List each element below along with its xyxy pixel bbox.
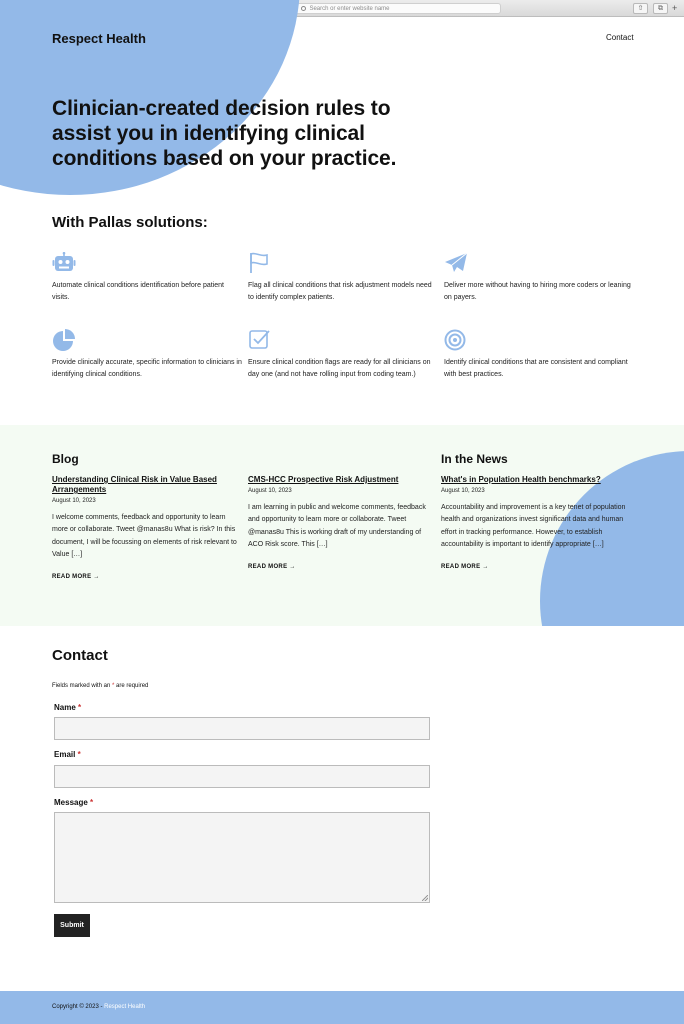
paper-plane-icon <box>444 252 468 274</box>
feature-text: Automate clinical conditions identification before patient visits. <box>52 282 224 301</box>
required-star: * <box>77 750 81 759</box>
read-more-link[interactable]: READ MORE → <box>52 573 100 580</box>
name-field[interactable] <box>54 717 430 740</box>
post-date: August 10, 2023 <box>248 488 292 494</box>
pie-chart-icon <box>52 329 76 351</box>
site-logo[interactable]: Respect Health <box>52 31 146 46</box>
hero-title: Clinician-created decision rules to assist you in identifying clinical conditions based on your practice. <box>52 97 397 170</box>
feature-item <box>444 252 634 304</box>
contact-title: Contact <box>52 647 108 664</box>
post-date: August 10, 2023 <box>52 498 96 504</box>
email-field[interactable] <box>54 765 430 788</box>
address-bar-placeholder: Search or enter website name <box>309 5 390 12</box>
feature-item <box>248 329 438 381</box>
name-label <box>54 703 81 712</box>
submit-button[interactable]: Submit <box>54 914 90 937</box>
required-fields-note <box>52 683 148 689</box>
post-title-link[interactable]: What's in Population Health benchmarks? <box>441 475 601 484</box>
tab-overview-button[interactable]: ⧉ <box>653 3 668 14</box>
message-textarea[interactable] <box>54 812 430 903</box>
feature-item <box>248 252 438 304</box>
name-label-text: Name <box>54 703 76 712</box>
message-label <box>54 798 93 807</box>
post-excerpt: I welcome comments, feedback and opportunity to learn more or collaborate. Tweet @manas8u What is risk? In this document, I will be focussing on elements of risk relevant to Value […] <box>52 514 237 559</box>
post-excerpt: I am learning in public and welcome comments, feedback and opportunity to learn more or collaborate. Tweet @manas8u This is working draft of my understanding of ACO Risk score. This […] <box>248 504 426 549</box>
required-star: * <box>112 683 115 689</box>
note-prefix: Fields marked with an <box>52 683 113 689</box>
news-post <box>441 475 627 570</box>
new-tab-button[interactable]: + <box>672 3 678 13</box>
read-more-link[interactable]: READ MORE → <box>248 563 296 570</box>
read-more-link[interactable]: READ MORE → <box>441 563 489 570</box>
required-star: * <box>78 703 82 712</box>
copyright-text <box>52 1004 145 1010</box>
email-label <box>54 750 81 759</box>
feature-text: Flag all clinical conditions that risk adjustment models need to identify complex patients. <box>248 282 432 301</box>
checkbox-icon <box>248 329 272 351</box>
note-suffix: are required <box>114 683 149 689</box>
nav-contact-link[interactable]: Contact <box>606 33 634 42</box>
feature-text: Ensure clinical condition flags are ready for all clinicians on day one (and not have rolling input from coding team.) <box>248 359 431 378</box>
site-footer <box>0 991 684 1024</box>
post-date: August 10, 2023 <box>441 488 485 494</box>
robot-icon <box>52 252 76 274</box>
footer-brand-link[interactable]: Respect Health <box>104 1004 146 1010</box>
flag-icon <box>248 252 272 274</box>
required-star: * <box>90 798 94 807</box>
feature-item <box>52 252 242 304</box>
resize-handle[interactable] <box>422 895 428 901</box>
email-label-text: Email <box>54 750 76 759</box>
post-excerpt: Accountability and improvement is a key tenet of population health and organizations invest significant data and human effort in tracking performance. However, to establish accountability is important to identify appropriate […] <box>441 504 626 549</box>
solutions-title: With Pallas solutions: <box>52 214 208 231</box>
blog-section <box>0 425 684 626</box>
target-icon <box>444 329 468 351</box>
feature-text: Identify clinical conditions that are consistent and compliant with best practices. <box>444 359 628 378</box>
news-title: In the News <box>441 452 508 466</box>
search-icon <box>301 6 306 11</box>
post-title-link[interactable]: Understanding Clinical Risk in Value Based Arrangements <box>52 475 217 494</box>
feature-item <box>444 329 634 381</box>
blog-post <box>248 475 434 570</box>
feature-text: Provide clinically accurate, specific information to clinicians in identifying clinical conditions. <box>52 359 242 378</box>
feature-item <box>52 329 242 381</box>
post-title-link[interactable]: CMS-HCC Prospective Risk Adjustment <box>248 475 399 484</box>
share-button[interactable]: ⇧ <box>633 3 648 14</box>
blog-post <box>52 475 238 580</box>
message-label-text: Message <box>54 798 88 807</box>
copyright-label: Copyright © 2023 - <box>52 1004 105 1010</box>
feature-text: Deliver more without having to hiring more coders or leaning on payers. <box>444 282 631 301</box>
blog-title: Blog <box>52 452 79 466</box>
